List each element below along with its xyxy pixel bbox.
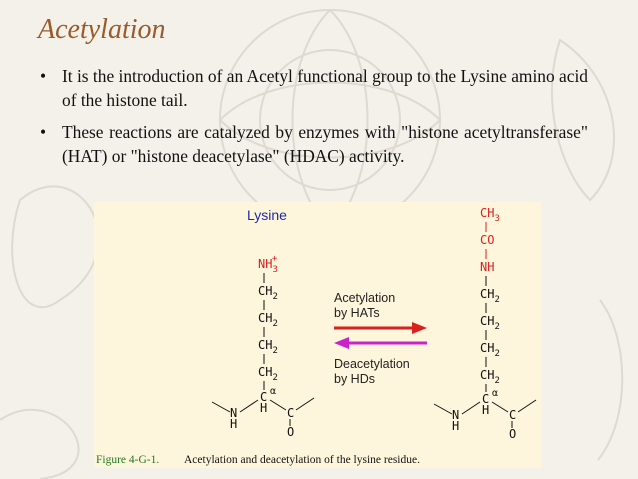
right-ch2-2: $CH_2$ bbox=[480, 314, 500, 332]
left-ch2-1: $CH_2$ bbox=[258, 284, 278, 302]
bullet-item bbox=[40, 120, 588, 168]
left-n: N bbox=[230, 406, 238, 420]
lysine-figure bbox=[94, 202, 541, 468]
right-o: O bbox=[509, 427, 517, 441]
left-ch2-3: $CH_2$ bbox=[258, 338, 278, 356]
left-c-alpha: C bbox=[260, 390, 268, 404]
right-n: N bbox=[452, 408, 460, 422]
right-co: CO bbox=[480, 233, 495, 247]
bullet-item bbox=[40, 64, 588, 112]
bullet-marker: • bbox=[40, 122, 47, 142]
right-c-alpha: C bbox=[482, 392, 490, 406]
left-ch2-2: $CH_2$ bbox=[258, 311, 278, 329]
caption-prefix: Figure 4-G-1. bbox=[96, 454, 160, 466]
left-o: O bbox=[287, 425, 295, 439]
right-nh: NH bbox=[480, 260, 495, 274]
forward-label-2: by HATs bbox=[334, 306, 380, 320]
right-ch2-1: $CH_2$ bbox=[480, 287, 500, 305]
figure-heading: Lysine bbox=[247, 207, 287, 223]
slide-title: Acetylation bbox=[38, 14, 166, 45]
forward-label-1: Acetylation bbox=[334, 291, 396, 305]
bullet-text: These reactions are catalyzed by enzymes with "histone acetyltransferase" (HAT) or "histone deacetylase" (HDAC) activity. bbox=[62, 122, 588, 166]
right-h-c: H bbox=[482, 403, 490, 417]
lysine-diagram bbox=[94, 202, 541, 468]
left-alpha-label: α bbox=[270, 386, 277, 397]
reaction-arrows bbox=[334, 291, 427, 386]
reverse-label-1: Deacetylation bbox=[334, 357, 410, 371]
caption-text: Acetylation and deacetylation of the lysine residue. bbox=[184, 454, 420, 466]
figure-caption bbox=[96, 454, 420, 466]
forward-arrowhead bbox=[412, 322, 427, 334]
left-nh3-label: $NH_3+$ bbox=[258, 254, 278, 275]
left-c-end: C bbox=[287, 406, 295, 420]
left-ch2-4: $CH_2$ bbox=[258, 365, 278, 383]
right-h-n: H bbox=[452, 419, 460, 433]
left-h-n: H bbox=[230, 417, 238, 431]
right-ch2-3: $CH_2$ bbox=[480, 341, 500, 359]
right-acetyllysine-chain bbox=[434, 206, 536, 441]
bullet-marker: • bbox=[40, 66, 47, 86]
bullet-list bbox=[40, 64, 588, 176]
left-lysine-chain bbox=[212, 254, 314, 439]
left-h-c: H bbox=[260, 401, 268, 415]
reverse-label-2: by HDs bbox=[334, 372, 375, 386]
right-c-end: C bbox=[509, 408, 517, 422]
bullet-text: It is the introduction of an Acetyl functional group to the Lysine amino acid of the histone tail. bbox=[62, 66, 588, 110]
right-ch3: $CH_3$ bbox=[480, 206, 500, 224]
reverse-arrowhead bbox=[334, 337, 349, 349]
right-alpha-label: α bbox=[492, 388, 499, 399]
right-ch2-4: $CH_2$ bbox=[480, 368, 500, 386]
